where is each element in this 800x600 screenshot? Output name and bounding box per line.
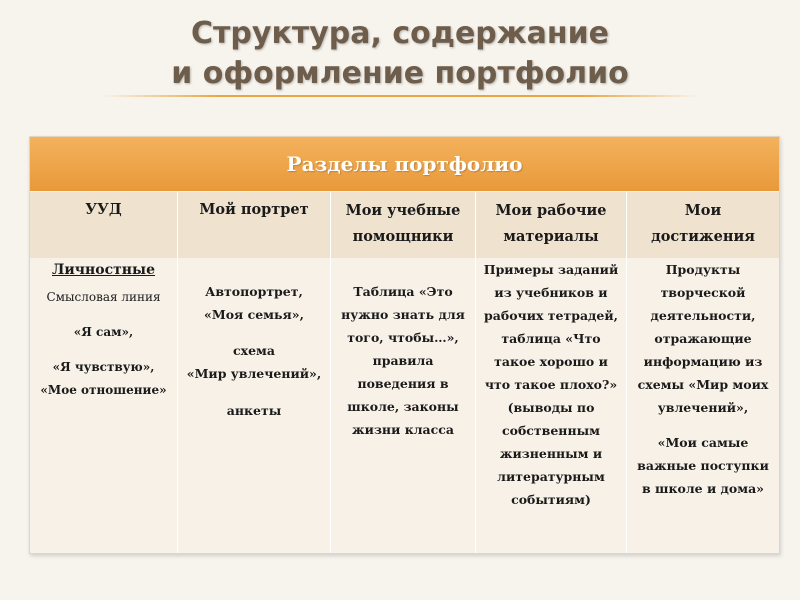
uud-line: «Я сам»,	[73, 325, 134, 339]
achievements-line: схемы «Мир моих	[637, 377, 769, 392]
materials-line: рабочих тетрадей,	[484, 308, 618, 323]
uud-line: Смысловая линия	[46, 290, 161, 304]
achievements-line: творческой	[660, 285, 746, 300]
column-header-helpers-line-2: помощники	[352, 228, 454, 245]
portrait-line: анкеты	[226, 403, 282, 418]
materials-line: собственным	[502, 423, 600, 438]
uud-line: «Я чувствую»,	[52, 360, 155, 374]
helpers-line: Таблица «Это	[353, 284, 453, 299]
column-header-row	[30, 192, 779, 258]
materials-line: что такое плохо?»	[484, 377, 618, 392]
materials-line: из учебников и	[494, 285, 608, 300]
helpers-line: поведения в	[357, 376, 449, 391]
portfolio-table	[29, 136, 780, 554]
column-header-achievements-line-1: Мои	[684, 202, 722, 219]
cell-materials	[476, 258, 627, 553]
achievements-line: информацию из	[643, 354, 763, 369]
achievements-line: в школе и дома»	[641, 481, 764, 496]
column-header-portrait-line: Мой портрет	[199, 201, 309, 218]
table-section-header: Разделы портфолио	[30, 137, 779, 191]
achievements-line: деятельности,	[650, 308, 756, 323]
column-header-materials-line-2: материалы	[503, 228, 599, 245]
uud-personal-title: Личностные	[52, 262, 155, 278]
column-header-helpers-line-1: Мои учебные	[345, 202, 461, 219]
column-header-achievements	[627, 192, 779, 258]
helpers-line: правила	[372, 353, 434, 368]
column-header-helpers	[331, 192, 476, 258]
materials-line: событиям)	[511, 492, 591, 507]
cell-uud	[30, 258, 178, 553]
column-header-uud	[30, 192, 178, 258]
column-header-portrait	[178, 192, 331, 258]
materials-line: таблица «Что	[501, 331, 601, 346]
materials-line: литературным	[497, 469, 605, 484]
achievements-line: важные поступки	[637, 458, 769, 473]
achievements-line: увлечений»,	[657, 400, 749, 415]
achievements-line: «Мои самые	[657, 435, 749, 450]
materials-line: такое хорошо и	[494, 354, 608, 369]
table-row	[30, 258, 779, 553]
materials-line: (выводы по	[507, 400, 595, 415]
slide-title	[0, 14, 800, 94]
uud-line: «Мое отношение»	[40, 383, 167, 397]
helpers-line: школе, законы	[347, 399, 459, 414]
column-header-achievements-line-2: достижения	[651, 228, 755, 245]
column-header-materials	[476, 192, 627, 258]
helpers-line: того, чтобы…»,	[347, 330, 459, 345]
materials-line: Примеры заданий	[483, 262, 619, 277]
column-header-materials-line-1: Мои рабочие	[495, 202, 607, 219]
helpers-line: жизни класса	[352, 422, 454, 437]
slide-title-line-1: Структура, содержание	[191, 16, 609, 51]
achievements-line: отражающие	[654, 331, 752, 346]
column-header-uud-line: УУД	[85, 201, 122, 218]
cell-portrait	[178, 258, 331, 553]
portrait-line: схема	[233, 343, 275, 358]
title-divider	[100, 95, 700, 97]
achievements-line: Продукты	[665, 262, 741, 277]
portrait-line: «Мир увлечений»,	[186, 366, 322, 381]
cell-helpers	[331, 258, 476, 553]
materials-line: жизненным и	[499, 446, 603, 461]
portrait-line: «Моя семья»,	[204, 307, 304, 322]
portrait-line: Автопортрет,	[205, 284, 303, 299]
slide-title-line-2: и оформление портфолио	[171, 56, 629, 91]
helpers-line: нужно знать для	[341, 307, 465, 322]
cell-achievements	[627, 258, 779, 553]
